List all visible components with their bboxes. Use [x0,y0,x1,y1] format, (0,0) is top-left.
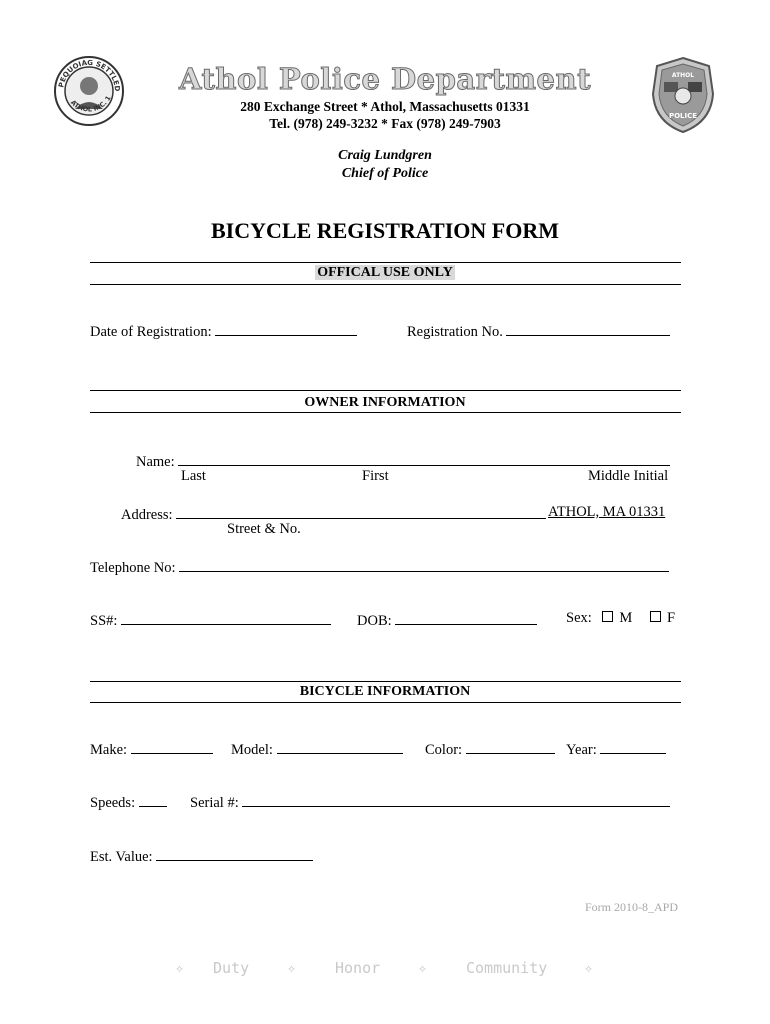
svg-text:PEQUOIAG SETTLED 1735: PEQUOIAG SETTLED [57,58,122,92]
model-field[interactable] [231,739,403,759]
divider [90,390,681,391]
date-of-registration-line[interactable] [215,321,357,336]
make-label: Make: [90,742,128,758]
ss-line[interactable] [121,610,331,625]
department-address: 280 Exchange Street * Athol, Massachusetts 01331 [240,99,530,114]
department-phone-fax: Tel. (978) 249-3232 * Fax (978) 249-7903 [269,116,501,131]
serial-line[interactable] [242,792,670,807]
serial-field[interactable] [190,792,670,812]
telephone-line[interactable] [179,557,669,572]
official-use-heading: OFFICAL USE ONLY [317,265,453,280]
registration-number-label: Registration No. [407,324,503,340]
divider [90,702,681,703]
chief-title: Chief of Police [341,166,429,181]
svg-text:ATHOL INC. 1762: ATHOL INC. 1 [68,94,113,114]
address-street-caption: Street & No. [227,521,301,537]
star-icon: ✧ [175,959,185,977]
year-label: Year: [566,742,597,758]
divider [90,412,681,413]
name-last-caption: Last [181,468,206,484]
sex-label: Sex: [566,610,592,626]
color-field[interactable] [425,739,555,759]
sex-f-label: F [666,610,676,626]
year-field[interactable] [566,739,666,759]
serial-label: Serial #: [190,795,239,811]
speeds-line[interactable] [139,792,167,807]
star-icon: ✧ [418,959,428,977]
divider [90,262,681,263]
motto-duty: Duty [213,959,250,977]
bicycle-information-heading: BICYCLE INFORMATION [299,684,471,699]
dob-line[interactable] [395,610,537,625]
address-city: ATHOL, MA 01331 [548,504,666,520]
address-line[interactable] [176,504,546,519]
department-name: Athol Police Department [179,62,591,96]
telephone-field[interactable] [90,557,669,577]
speeds-field[interactable] [90,792,167,812]
sex-m-checkbox[interactable] [602,611,613,622]
color-label: Color: [425,742,463,758]
star-icon: ✧ [584,959,594,977]
model-line[interactable] [277,739,403,754]
registration-number-line[interactable] [506,321,670,336]
svg-text:ATHOL: ATHOL [671,72,695,79]
star-icon: ✧ [287,959,297,977]
ss-field[interactable] [90,610,331,630]
date-of-registration-field[interactable] [90,321,357,341]
form-title: BICYCLE REGISTRATION FORM [211,218,559,243]
sex-field [566,610,675,627]
divider [90,681,681,682]
address-field[interactable] [121,504,546,524]
name-first-caption: First [362,468,389,484]
ss-label: SS#: [90,613,118,629]
sex-m-label: M [619,610,633,626]
est-value-line[interactable] [156,846,313,861]
svg-text:POLICE: POLICE [668,112,698,120]
make-line[interactable] [131,739,213,754]
dob-label: DOB: [357,613,392,629]
motto-community: Community [466,959,548,977]
model-label: Model: [231,742,273,758]
speeds-label: Speeds: [90,795,136,811]
make-field[interactable] [90,739,213,759]
sex-f-checkbox[interactable] [650,611,661,622]
est-value-field[interactable] [90,846,313,866]
dob-field[interactable] [357,610,537,630]
date-of-registration-label: Date of Registration: [90,324,212,340]
color-line[interactable] [466,739,555,754]
registration-number-field[interactable] [407,321,670,341]
name-label: Name: [136,454,175,470]
name-middle-caption: Middle Initial [588,468,669,484]
owner-information-heading: OWNER INFORMATION [304,395,466,410]
telephone-label: Telephone No: [90,560,176,576]
motto-honor: Honor [335,959,381,977]
form-number: Form 2010-8_APD [584,900,678,914]
chief-name: Craig Lundgren [338,148,432,163]
address-label: Address: [121,507,173,523]
divider [90,284,681,285]
name-line[interactable] [178,451,670,466]
year-line[interactable] [600,739,666,754]
est-value-label: Est. Value: [90,849,153,865]
